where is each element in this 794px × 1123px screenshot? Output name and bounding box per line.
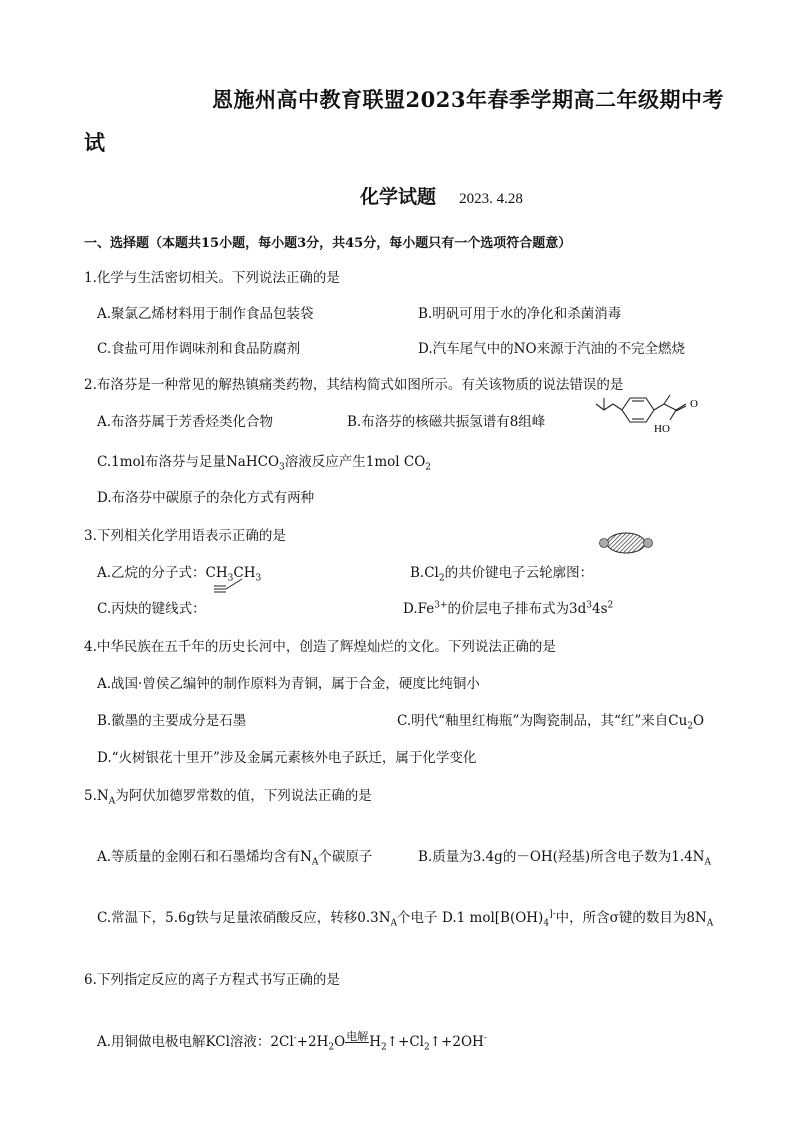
question-6-stem: 6.下列指定反应的离子方程式书写正确的是 [84,972,340,988]
electrolysis-condition: 电解 [346,1030,369,1043]
question-4-option-b: B.徽墨的主要成分是石墨 [97,713,247,729]
question-1-option-c: C.食盐可用作调味剂和食品防腐剂 [97,341,301,357]
question-1-stem: 1.化学与生活密切相关。下列说法正确的是 [84,270,340,286]
question-2-option-c: C.1mol布洛芬与足量NaHCO$_3$溶液反应产生1mol $CO_2$ [97,454,432,473]
subject-title: 化学试题 [360,186,437,208]
question-5-option-b: B.质量为3.4g的－OH(羟基)所含电子数为$1.4N_A$ [418,849,711,868]
question-4-option-a: A.战国·曾侯乙编钟的制作原料为青铜，属于合金，硬度比纯铜小 [97,676,480,692]
section-heading: 一、选择题（本题共15小题，每小题3分，共45分，每小题只有一个选项符合题意） [84,236,572,251]
cl2-electron-cloud-diagram [598,531,654,555]
question-5-option-a: A.等质量的金刚石和石墨烯均含有$N_A$个碳原子 [97,849,373,868]
propyne-skeletal-formula [212,576,246,594]
question-4-option-c: C.明代“釉里红梅瓶”为陶瓷制品，其“红”来自$Cu_2O$ [397,713,705,732]
question-3-stem: 3.下列相关化学用语表示正确的是 [84,528,286,544]
ibuprofen-structure-diagram [592,390,732,438]
question-5-option-d: D.1 $mol[B(OH)_4^{]-}$中，所含σ键的数目为$8N_A$ [442,909,714,929]
hydroxyl-label: HO [654,423,670,435]
carbonyl-oxygen-label: O [690,398,698,410]
question-2-option-b: B.布洛芬的核磁共振氢谱有8组峰 [347,414,546,430]
question-1-option-d: D.汽车尾气中的NO来源于汽油的不完全燃烧 [418,341,686,357]
exam-title-line1: 恩施州高中教育联盟2023年春季学期高二年级期中考 [212,87,724,112]
subtitle-row [360,182,523,209]
question-3-option-c: C.丙炔的键线式： [97,601,206,617]
question-6-option-a: A.用铜做电极电解KCl溶液：$2Cl^-+2H_2O$电解$H_2↑+Cl_2↑+2OH^-$ [97,1030,487,1053]
question-1-option-a: A.聚氯乙烯材料用于制作食品包装袋 [97,306,314,322]
question-5-stem: $5.N_A$为阿伏加德罗常数的值，下列说法正确的是 [84,788,372,807]
question-4-stem: 4.中华民族在五千年的历史长河中，创造了辉煌灿烂的文化。下列说法正确的是 [84,639,556,655]
exam-title-line2: 试 [84,130,106,155]
question-2-stem: 2.布洛芬是一种常见的解热镇痛类药物，其结构简式如图所示。有关该物质的说法错误的是 [84,377,624,393]
exam-date: 2023. 4.28 [459,191,523,207]
question-1-option-b: B.明矾可用于水的净化和杀菌消毒 [418,306,622,322]
question-3-option-d: $D.Fe^{3+}$的价层电子排布式为$3d^34s^2$ [403,600,614,617]
question-2-option-a: A.布洛芬属于芳香烃类化合物 [97,414,274,430]
question-4-option-d: D.“火树银花十里开”涉及金属元素核外电子跃迁，属于化学变化 [97,750,477,766]
question-3-option-b: $B.Cl_2$的共价键电子云轮廓图： [410,565,594,584]
question-5-option-c: C.常温下，5.6g铁与足量浓硝酸反应，转移$0.3N_A$个电子 [97,910,438,929]
question-2-option-d: D.布洛芬中碳原子的杂化方式有两种 [97,490,315,506]
question-3-option-a: A.乙烷的分子式：$CH_3CH_3$ [97,565,262,584]
